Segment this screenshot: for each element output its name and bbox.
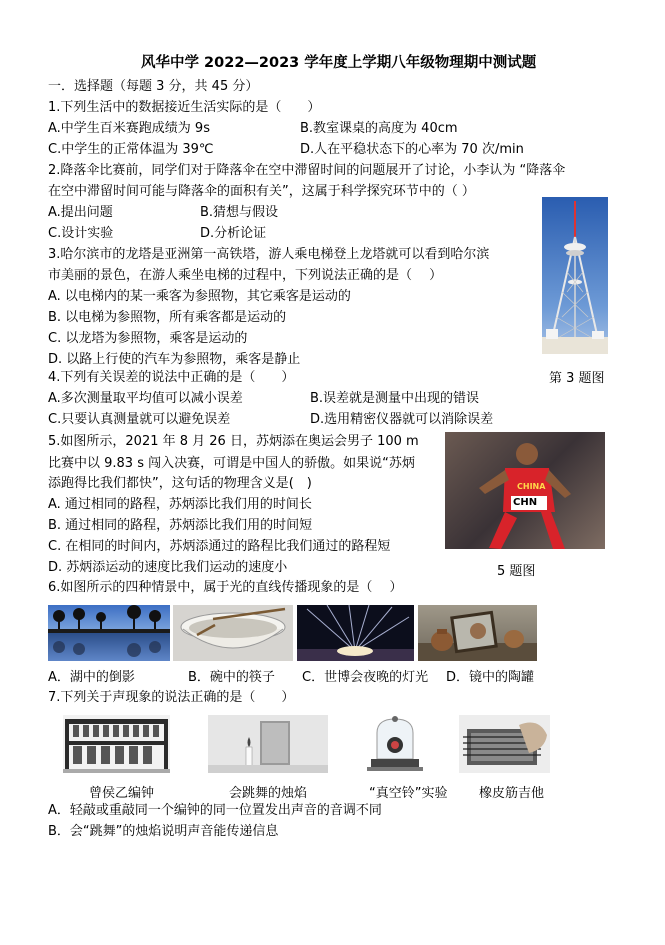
q7-option-b: B．会“跳舞”的烛焰说明声音能传递信息 xyxy=(48,824,279,839)
q3-stem-line1: 3.哈尔滨市的龙塔是亚洲第一高铁塔，游人乘电梯登上龙塔就可以看到哈尔滨 xyxy=(48,247,490,262)
q5-option-d: D. 苏炳添运动的速度比我们运动的速度小 xyxy=(48,560,288,575)
vacuum-bell-image xyxy=(363,715,427,773)
lake-reflection-image xyxy=(48,605,170,661)
bib-text: CHN xyxy=(513,497,538,508)
q7-caption-candle: 会跳舞的烛焰 xyxy=(229,786,308,801)
dancing-candle-image xyxy=(208,715,328,773)
q4-option-c: C.只要认真测量就可以避免误差 xyxy=(48,412,231,427)
q6-option-b: B．碗中的筷子 xyxy=(188,670,275,685)
q6-option-d: D．镜中的陶罐 xyxy=(446,670,535,685)
q6-option-c: C．世博会夜晚的灯光 xyxy=(302,670,429,685)
q5-stem-line3: 添跑得比我们都快”，这句话的物理含义是( ) xyxy=(48,476,312,491)
q3-option-d: D. 以路上行使的汽车为参照物，乘客是静止 xyxy=(48,352,301,367)
rubber-band-guitar-image xyxy=(459,715,550,773)
q1-option-b: B.教室课桌的高度为 40cm xyxy=(300,121,458,136)
q2-option-b: B.猜想与假设 xyxy=(200,205,279,220)
q2-option-a: A.提出问题 xyxy=(48,205,113,220)
q6-stem: 6.如图所示的四种情景中，属于光的直线传播现象的是（ ） xyxy=(48,580,403,595)
q3-option-b: B. 以电梯为参照物，所有乘客都是运动的 xyxy=(48,310,287,325)
q1-stem: 1.下列生活中的数据接近生活实际的是（ ） xyxy=(48,100,321,115)
q1-option-a: A.中学生百米赛跑成绩为 9s xyxy=(48,121,210,136)
q4-stem: 4.下列有关误差的说法中正确的是（ ） xyxy=(48,370,295,385)
bowl-chopstick-image xyxy=(173,605,293,661)
q2-stem-line2: 在空中滞留时间可能与降落伞的面积有关”，这属于科学探究环节中的（ ） xyxy=(48,184,475,199)
q4-option-a: A.多次测量取平均值可以减小误差 xyxy=(48,391,243,406)
q3-option-a: A. 以电梯内的某一乘客为参照物，其它乘客是运动的 xyxy=(48,289,351,304)
q3-option-c: C. 以龙塔为参照物，乘客是运动的 xyxy=(48,331,248,346)
dragon-tower-image xyxy=(542,197,608,354)
q5-option-b: B. 通过相同的路程，苏炳添比我们用的时间短 xyxy=(48,518,313,533)
q7-caption-guitar: 橡皮筋吉他 xyxy=(479,786,545,801)
q1-option-c: C.中学生的正常体温为 39℃ xyxy=(48,142,214,157)
q4-option-d: D.选用精密仪器就可以消除误差 xyxy=(310,412,494,427)
q5-option-a: A. 通过相同的路程，苏炳添比我们用的时间长 xyxy=(48,497,312,512)
sprinter-image xyxy=(445,432,605,549)
jersey-text: CHINA xyxy=(517,482,546,491)
mirror-pottery-image xyxy=(418,605,537,661)
q7-caption-bells: 曾侯乙编钟 xyxy=(89,786,155,801)
q2-option-d: D.分析论证 xyxy=(200,226,267,241)
q1-option-d: D.人在平稳状态下的心率为 70 次/min xyxy=(300,142,524,157)
q2-stem-line1: 2.降落伞比赛前，同学们对于降落伞在空中滞留时间的问题展开了讨论，小李认为 “降落伞 xyxy=(48,163,566,178)
q2-option-c: C.设计实验 xyxy=(48,226,114,241)
q5-stem-line2: 比赛中以 9.83 s 闯入决赛，可谓是中国人的骄傲。如果说“苏炳 xyxy=(48,456,415,471)
q5-stem-line1: 5.如图所示，2021 年 8 月 26 日，苏炳添在奥运会男子 100 m xyxy=(48,434,419,449)
q5-option-c: C. 在相同的时间内，苏炳添通过的路程比我们通过的路程短 xyxy=(48,539,391,554)
q4-option-b: B.误差就是测量中出现的错误 xyxy=(310,391,480,406)
bianzhong-bells-image xyxy=(63,715,170,773)
q7-stem: 7.下列关于声现象的说法正确的是（ ） xyxy=(48,690,295,705)
q7-caption-vacuum-bell: “真空铃”实验 xyxy=(369,786,448,801)
expo-night-lights-image xyxy=(297,605,414,661)
q3-figure-caption: 第 3 题图 xyxy=(549,371,605,386)
q6-option-a: A．湖中的倒影 xyxy=(48,670,135,685)
q7-option-a: A．轻敲或重敲同一个编钟的同一位置发出声音的音调不同 xyxy=(48,803,382,818)
q5-figure-caption: 5 题图 xyxy=(497,564,536,579)
section-heading: 一．选择题（每题 3 分，共 45 分） xyxy=(48,79,259,94)
page-title: 风华中学 2022—2023 学年度上学期八年级物理期中测试题 xyxy=(141,55,537,71)
q3-stem-line2: 市美丽的景色，在游人乘坐电梯的过程中，下列说法正确的是（ ） xyxy=(48,268,443,283)
